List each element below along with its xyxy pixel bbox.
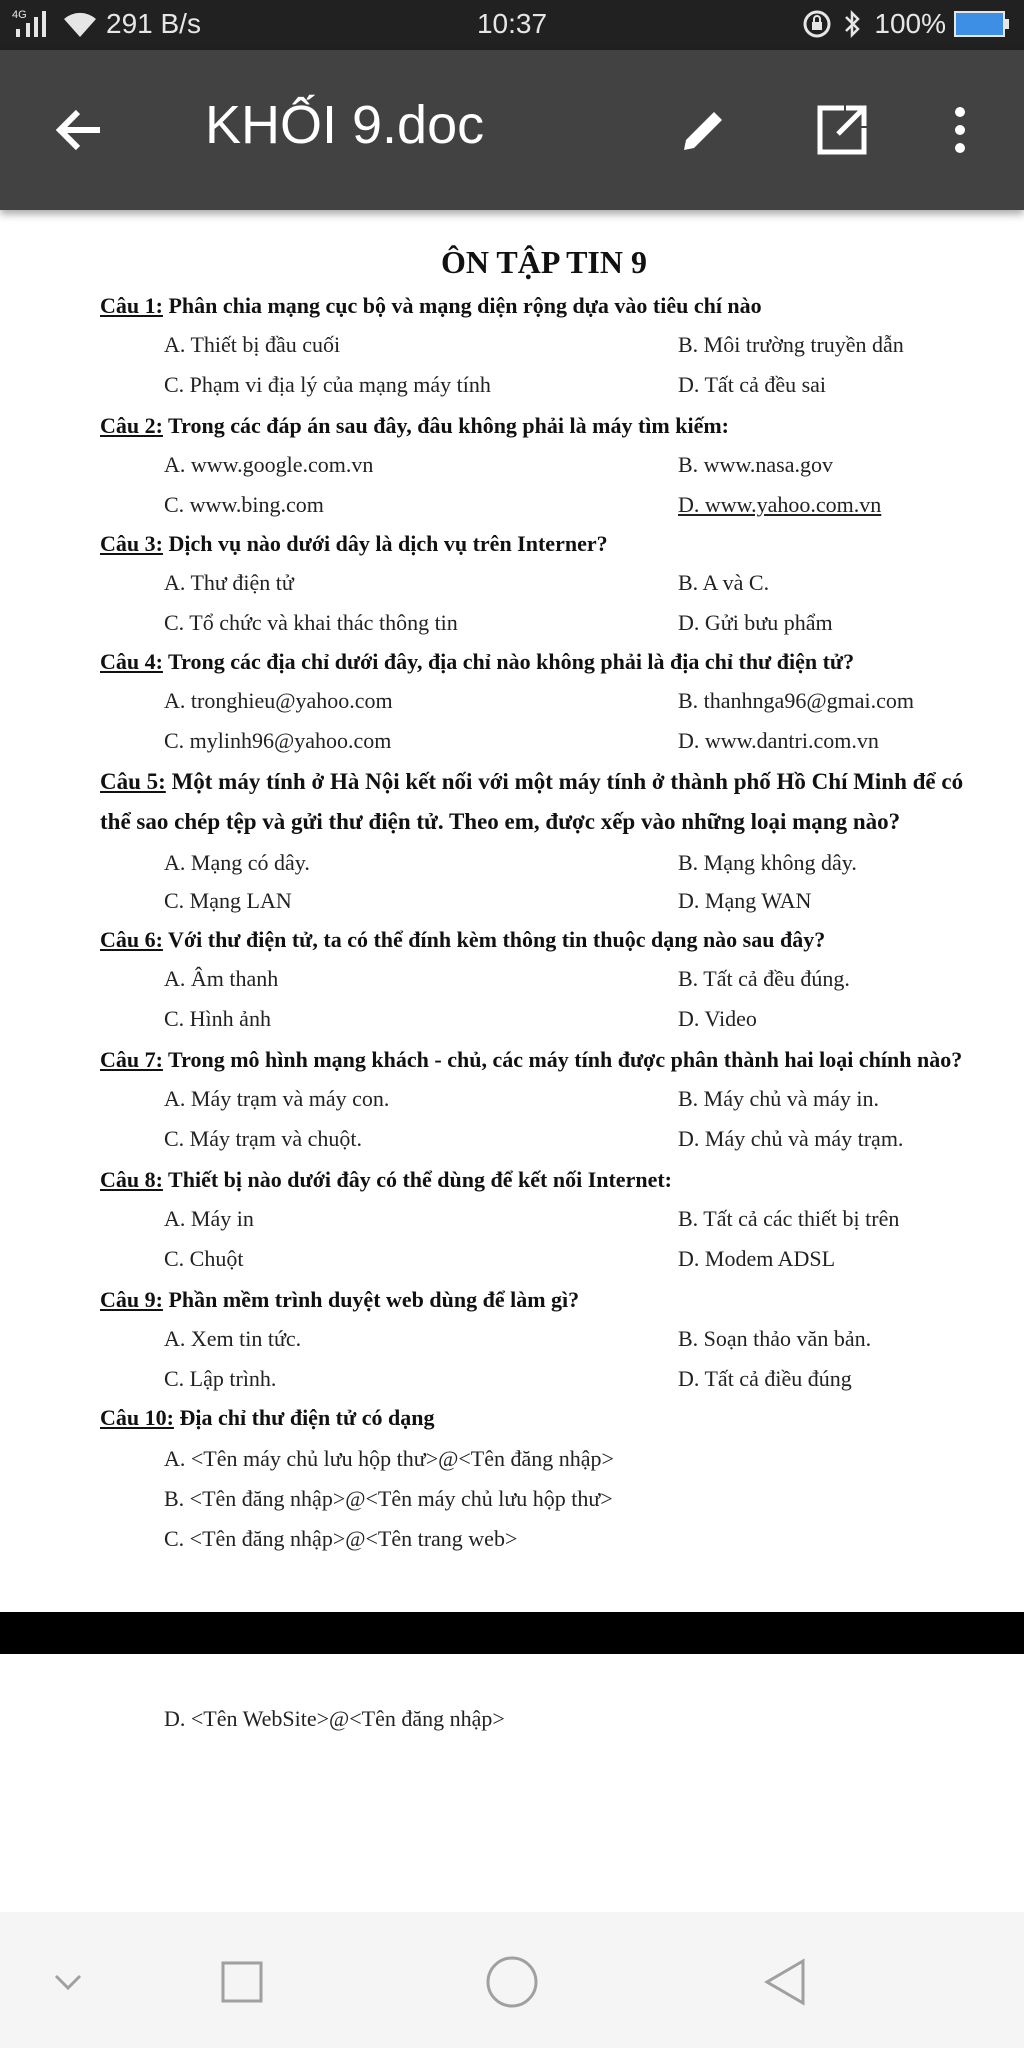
edit-button[interactable] — [662, 88, 746, 172]
q7-option-b: B. Máy chủ và máy in. — [678, 1086, 880, 1111]
q4-option-c: C. mylinh96@yahoo.com — [164, 728, 392, 753]
q2-option-a: A. www.google.com.vn — [164, 452, 374, 477]
q8-option-b: B. Tất cả các thiết bị trên — [678, 1206, 900, 1231]
question-4-text: Trong các địa chỉ dưới đây, địa chỉ nào không phải là địa chỉ thư điện tử? — [162, 649, 855, 674]
arrow-left-icon — [52, 102, 108, 158]
q7-option-a: A. Máy trạm và máy con. — [164, 1086, 390, 1111]
open-in-new-icon — [814, 102, 870, 158]
status-bar — [0, 0, 1024, 50]
system-nav-bar — [0, 1912, 1024, 2048]
question-6-text: Với thư điện tử, ta có thể đính kèm thông tin thuộc dạng nào sau đây? — [162, 927, 826, 952]
q6-option-d: D. Video — [678, 1006, 757, 1031]
question-7 — [100, 1040, 980, 1080]
more-vert-icon — [940, 102, 980, 158]
q5-option-b: B. Mạng không dây. — [678, 850, 857, 875]
more-options-button[interactable] — [918, 88, 1002, 172]
question-10-label: Câu 10: — [100, 1405, 174, 1430]
q6-option-a: A. Âm thanh — [164, 966, 279, 991]
q3-option-b: B. A và C. — [678, 570, 770, 595]
question-3-label: Câu 3: — [100, 531, 163, 556]
battery-icon — [954, 11, 1010, 37]
q10-option-c: C. <Tên đăng nhập>@<Tên trang web> — [164, 1526, 518, 1551]
back-nav-button[interactable] — [746, 1942, 826, 2022]
question-1-text: Phân chia mạng cục bộ và mạng diện rộng dựa vào tiêu chí nào — [162, 293, 762, 318]
q9-option-d: D. Tất cả điều đúng — [678, 1366, 852, 1391]
q5-option-a: A. Mạng có dây. — [164, 850, 310, 875]
question-5-line-2: thể sao chép tệp và gửi thư điện tử. Theo em, được xếp vào những loại mạng nào? — [100, 809, 901, 834]
q2-option-b: B. www.nasa.gov — [678, 452, 833, 477]
q10-option-a: A. <Tên máy chủ lưu hộp thư>@<Tên đăng nhập> — [164, 1446, 614, 1471]
q10-option-d: D. <Tên WebSite>@<Tên đăng nhập> — [164, 1706, 505, 1731]
q1-option-b: B. Môi trường truyền dẫn — [678, 332, 904, 357]
document-title: KHỐI 9.doc — [205, 95, 485, 155]
q9-option-c: C. Lập trình. — [164, 1366, 277, 1391]
circle-icon — [484, 1954, 540, 2010]
square-icon — [219, 1959, 265, 2005]
home-button[interactable] — [472, 1942, 552, 2022]
question-6-label: Câu 6: — [100, 927, 163, 952]
question-1-label: Câu 1: — [100, 293, 163, 318]
document-page-2 — [0, 1654, 1024, 1912]
question-2-text: Trong các đáp án sau đây, đâu không phải là máy tìm kiếm: — [162, 413, 729, 438]
page-separator — [0, 1612, 1024, 1654]
q9-option-b: B. Soạn thảo văn bản. — [678, 1326, 872, 1351]
q1-option-a: A. Thiết bị đầu cuối — [164, 332, 341, 357]
question-8-label: Câu 8: — [100, 1167, 163, 1192]
question-3-text: Dịch vụ nào dưới dây là dịch vụ trên Interner? — [162, 531, 608, 556]
document-page-1 — [0, 210, 1024, 1612]
q5-option-d: D. Mạng WAN — [678, 888, 812, 913]
back-button[interactable] — [38, 88, 122, 172]
chevron-down-icon — [48, 1962, 88, 2002]
q6-option-b: B. Tất cả đều đúng. — [678, 966, 850, 991]
open-external-button[interactable] — [800, 88, 884, 172]
q1-option-c: C. Phạm vi địa lý của mạng máy tính — [164, 372, 491, 397]
q3-option-c: C. Tổ chức và khai thác thông tin — [164, 610, 458, 635]
pencil-icon — [676, 102, 732, 158]
question-7-label: Câu 7: — [100, 1047, 163, 1072]
rotation-lock-icon — [802, 9, 832, 39]
triangle-back-icon — [761, 1957, 811, 2007]
question-5-text: Một máy tính ở Hà Nội kết nối với một máy tính ở thành phố Hồ Chí Minh để có — [165, 769, 964, 794]
q6-option-c: C. Hình ảnh — [164, 1006, 271, 1031]
question-5 — [100, 762, 980, 802]
app-bar — [0, 50, 1024, 210]
question-4 — [100, 642, 980, 682]
q2-option-c: C. www.bing.com — [164, 492, 324, 517]
q3-option-a: A. Thư điện tử — [164, 570, 294, 595]
question-8 — [100, 1160, 980, 1200]
q5-option-c: C. Mạng LAN — [164, 888, 292, 913]
question-9-label: Câu 9: — [100, 1287, 163, 1312]
q4-option-a: A. tronghieu@yahoo.com — [164, 688, 393, 713]
clock: 10:37 — [476, 8, 548, 39]
q7-option-c: C. Máy trạm và chuột. — [164, 1126, 362, 1151]
question-10 — [100, 1398, 980, 1438]
q9-option-a: A. Xem tin tức. — [164, 1326, 302, 1351]
doc-heading: ÔN TẬP TIN 9 — [441, 244, 647, 280]
q8-option-c: C. Chuột — [164, 1246, 244, 1271]
hide-nav-button[interactable] — [28, 1942, 108, 2022]
battery-level: 100% — [874, 8, 946, 39]
question-9-text: Phần mềm trình duyệt web dùng để làm gì? — [162, 1287, 580, 1312]
question-10-text: Địa chỉ thư điện tử có dạng — [173, 1405, 435, 1430]
q8-option-d: D. Modem ADSL — [678, 1246, 836, 1271]
question-9 — [100, 1280, 980, 1320]
question-4-label: Câu 4: — [100, 649, 163, 674]
q8-option-a: A. Máy in — [164, 1206, 254, 1231]
q7-option-d: D. Máy chủ và máy trạm. — [678, 1126, 904, 1151]
question-6 — [100, 920, 980, 960]
network-speed: 291 B/s — [106, 8, 201, 39]
q4-option-b: B. thanhnga96@gmai.com — [678, 688, 914, 713]
recents-button[interactable] — [202, 1942, 282, 2022]
question-7-text: Trong mô hình mạng khách - chủ, các máy tính được phân thành hai loại chính nào? — [162, 1047, 963, 1072]
q4-option-d: D. www.dantri.com.vn — [678, 728, 879, 753]
q10-option-b: B. <Tên đăng nhập>@<Tên máy chủ lưu hộp thư> — [164, 1486, 613, 1511]
network-type: 4G — [12, 9, 27, 21]
question-2-label: Câu 2: — [100, 413, 163, 438]
question-3 — [100, 524, 980, 564]
q1-option-d: D. Tất cả đều sai — [678, 372, 827, 397]
bluetooth-icon — [840, 9, 864, 39]
question-2 — [100, 406, 980, 446]
q3-option-d: D. Gửi bưu phẩm — [678, 610, 833, 635]
question-8-text: Thiết bị nào dưới đây có thể dùng để kết nối Internet: — [162, 1167, 672, 1192]
q2-option-d: D. www.yahoo.com.vn — [678, 492, 882, 517]
question-1 — [100, 286, 980, 326]
question-5-label: Câu 5: — [100, 769, 166, 794]
